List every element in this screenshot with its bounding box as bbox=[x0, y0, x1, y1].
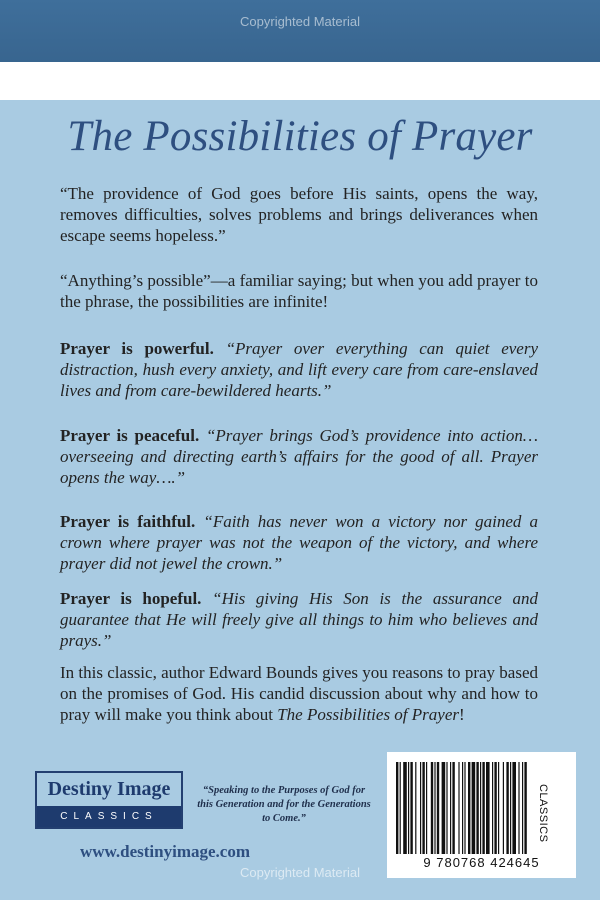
barcode-bar bbox=[468, 762, 470, 854]
point-peaceful bbox=[60, 425, 538, 488]
barcode-bar bbox=[434, 762, 435, 854]
publisher-url: www.destinyimage.com bbox=[80, 842, 250, 861]
barcode-bar bbox=[486, 762, 490, 854]
barcode-digits: 9 780768 424645 bbox=[423, 855, 540, 870]
watermark-bottom: Copyrighted Material bbox=[240, 865, 360, 880]
barcode-bar bbox=[420, 762, 421, 854]
barcode-bar bbox=[462, 762, 463, 854]
barcode-bar bbox=[524, 762, 526, 854]
barcode-bar bbox=[472, 762, 476, 854]
barcode-bar bbox=[482, 762, 484, 854]
point-label: Prayer is peaceful. bbox=[60, 426, 200, 445]
barcode-bar bbox=[426, 762, 427, 854]
barcode-bar bbox=[431, 762, 433, 854]
barcode-bar bbox=[408, 762, 409, 854]
watermark-top: Copyrighted Material bbox=[240, 14, 360, 29]
barcode-bar bbox=[403, 762, 407, 854]
barcode-bar bbox=[480, 762, 481, 854]
barcode-bar bbox=[400, 762, 401, 854]
top-color-band bbox=[0, 0, 600, 62]
barcode-bar bbox=[410, 762, 412, 854]
point-hopeful bbox=[60, 588, 538, 651]
point-label: Prayer is powerful. bbox=[60, 339, 214, 358]
point-quote: “His giving His Son is the assurance and guarantee that He will freely give all things to him who believes and prays.” bbox=[60, 589, 538, 650]
point-quote: “Faith has never won a victory nor gained a crown where prayer was not the weapon of the victory, and where prayer did not jewel the crown.” bbox=[60, 512, 538, 573]
closing-paragraph bbox=[60, 662, 538, 725]
intro-paragraph: “Anything’s possible”—a familiar saying; but when you add prayer to the phrase, the possibilities are infinite! bbox=[60, 271, 538, 311]
barcode-bar bbox=[522, 762, 523, 854]
publisher-logo bbox=[35, 771, 183, 829]
barcode-bar bbox=[446, 762, 447, 854]
logo-sub: CLASSICS bbox=[37, 806, 181, 827]
barcode-bar bbox=[512, 762, 516, 854]
barcode-bar bbox=[452, 762, 454, 854]
point-faithful bbox=[60, 511, 538, 574]
barcode-bar bbox=[437, 762, 439, 854]
book-title: The Possibilities of Prayer bbox=[67, 113, 533, 160]
barcode-bar bbox=[492, 762, 493, 854]
barcode-bar bbox=[476, 762, 478, 854]
barcode-bar bbox=[518, 762, 519, 854]
barcode-bar bbox=[510, 762, 511, 854]
barcode-bar bbox=[450, 762, 451, 854]
point-powerful bbox=[60, 338, 538, 401]
barcode-bar bbox=[494, 762, 496, 854]
point-quote: “Prayer brings God’s providence into action…overseeing and directing earth’s affairs for the good of all. Prayer opens the way….” bbox=[60, 426, 539, 487]
point-label: Prayer is faithful. bbox=[60, 512, 196, 531]
closing-end: ! bbox=[458, 705, 465, 724]
logo-name: Destiny Image bbox=[47, 778, 171, 800]
classics-side-label: CLASSICS bbox=[537, 784, 549, 843]
barcode-bar bbox=[464, 762, 465, 854]
barcode-bar bbox=[506, 762, 508, 854]
point-label: Prayer is hopeful. bbox=[60, 589, 202, 608]
barcode-bar bbox=[422, 762, 424, 854]
barcode-bar bbox=[503, 762, 504, 854]
closing-title-ref: The Possibilities of Prayer bbox=[277, 705, 459, 724]
barcode-bar bbox=[498, 762, 499, 854]
top-white-strip bbox=[0, 62, 600, 100]
barcode-bar bbox=[396, 762, 398, 854]
barcode-bar bbox=[415, 762, 416, 854]
closing-text: In this classic, author Edward Bounds gives you reasons to pray based on the promises of God. His candid discussion about why and how to pray will make you think about bbox=[60, 663, 538, 724]
barcode-bar bbox=[458, 762, 459, 854]
point-quote: “Prayer over everything can quiet every distraction, hush every anxiety, and lift every care from care-enslaved lives and from care-bewildered hearts.” bbox=[60, 339, 538, 400]
publisher-tagline: “Speaking to the Purposes of God for this Generation and for the Generations to Come.” bbox=[197, 785, 371, 824]
barcode-bar bbox=[442, 762, 446, 854]
epigraph: “The providence of God goes before His saints, opens the way, removes difficulties, solves problems and brings deliverances when escape seems hopeless.” bbox=[60, 184, 538, 245]
